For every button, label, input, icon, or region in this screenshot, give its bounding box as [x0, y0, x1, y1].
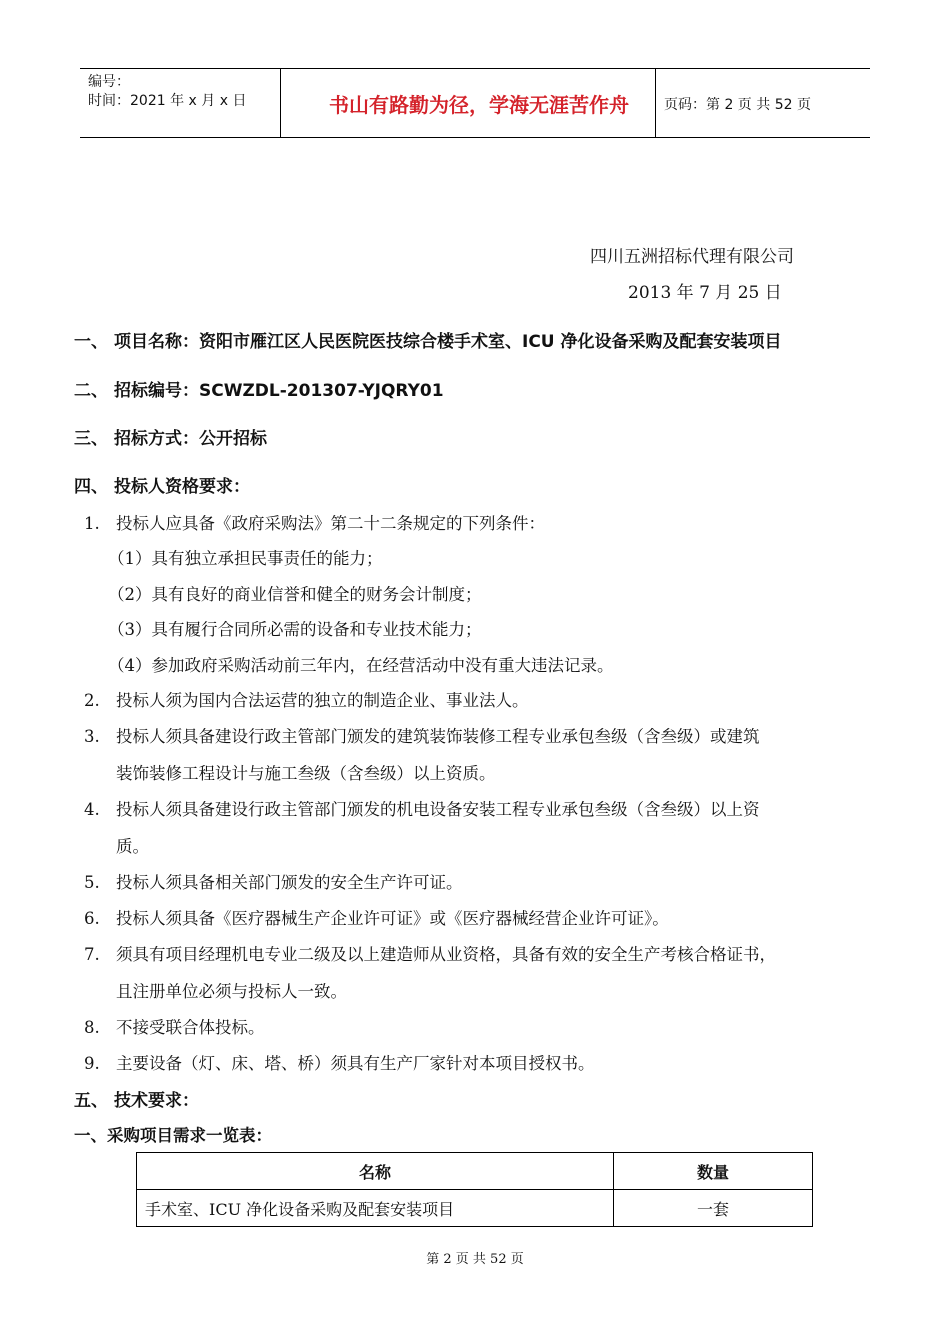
section-project-name [74, 327, 782, 352]
item-text: 投标人须具备《医疗器械生产企业许可证》或《医疗器械经营企业许可证》。 [116, 909, 669, 928]
section-bid-number [74, 376, 444, 401]
item-number: 5. [84, 873, 100, 892]
sub-requirement: （4）参加政府采购活动前三年内，在经营活动中没有重大违法记录。 [108, 656, 614, 675]
table-row [137, 1190, 813, 1227]
table-title: 一、采购项目需求一览表： [74, 1126, 272, 1145]
item-number: 9. [84, 1054, 100, 1073]
header-motto: 书山有路勤为径，学海无涯苦作舟 [329, 92, 629, 117]
section-number: 四、 [74, 477, 108, 497]
item-text: 须具有项目经理机电专业二级及以上建造师从业资格，具备有效的安全生产考核合格证书， [116, 945, 776, 964]
requirement-item [84, 1050, 595, 1074]
document-date: 2013 年 7 月 25 日 [628, 283, 782, 303]
requirement-item [84, 687, 529, 711]
section-text: 招标编号：SCWZDL-201307-YJQRY01 [114, 381, 444, 401]
section-number: 五、 [74, 1091, 108, 1111]
item-text: 投标人须具备建设行政主管部门颁发的建筑装饰装修工程专业承包叁级（含叁级）或建筑 [116, 727, 760, 746]
section-number: 三、 [74, 429, 108, 449]
item-text: 不接受联合体投标。 [116, 1018, 265, 1037]
item-number: 3. [84, 727, 100, 746]
header-meta [88, 73, 246, 111]
requirement-item [84, 905, 669, 929]
requirement-item [84, 941, 776, 965]
item-text: 投标人须为国内合法运营的独立的制造企业、事业法人。 [116, 691, 529, 710]
column-header-quantity: 数量 [614, 1153, 813, 1190]
section-bid-method [74, 424, 267, 449]
item-number: 1. [84, 514, 100, 533]
cell-item-name: 手术室、ICU 净化设备采购及配套安装项目 [137, 1190, 614, 1227]
requirement-item [84, 869, 463, 893]
sub-requirement: （2）具有良好的商业信誉和健全的财务会计制度； [108, 585, 482, 604]
item-continuation: 且注册单位必须与投标人一致。 [116, 982, 347, 1001]
item-number: 8. [84, 1018, 100, 1037]
item-text: 主要设备（灯、床、塔、桥）须具有生产厂家针对本项目授权书。 [116, 1054, 595, 1073]
column-header-name: 名称 [137, 1153, 614, 1190]
page-footer: 第 2 页 共 52 页 [426, 1252, 524, 1267]
cell-quantity: 一套 [614, 1190, 813, 1227]
sub-requirement: （1）具有独立承担民事责任的能力； [108, 549, 383, 568]
item-number: 2. [84, 691, 100, 710]
requirement-item [84, 796, 760, 820]
page-indicator: 页码：第 2 页 共 52 页 [664, 97, 811, 113]
table-header-row [137, 1153, 813, 1190]
section-text: 招标方式：公开招标 [114, 429, 267, 449]
section-text: 技术要求： [114, 1091, 199, 1111]
requirement-item [84, 510, 545, 534]
item-number: 7. [84, 945, 100, 964]
section-number: 二、 [74, 381, 108, 401]
section-technical [74, 1086, 199, 1111]
page-header [80, 68, 870, 138]
item-number: 4. [84, 800, 100, 819]
company-name: 四川五洲招标代理有限公司 [590, 247, 794, 267]
sub-requirement: （3）具有履行合同所必需的设备和专业技术能力； [108, 620, 482, 639]
header-divider [655, 69, 656, 137]
item-number: 6. [84, 909, 100, 928]
time-label: 时间：2021 年 x 月 x 日 [88, 93, 247, 109]
item-continuation: 质。 [116, 837, 149, 856]
item-text: 投标人须具备建设行政主管部门颁发的机电设备安装工程专业承包叁级（含叁级）以上资 [116, 800, 760, 819]
requirement-item [84, 723, 760, 747]
item-continuation: 装饰装修工程设计与施工叁级（含叁级）以上资质。 [116, 764, 496, 783]
requirements-table [136, 1152, 813, 1227]
item-text: 投标人应具备《政府采购法》第二十二条规定的下列条件： [116, 514, 545, 533]
section-text: 投标人资格要求： [114, 477, 250, 497]
number-label: 编号： [88, 74, 130, 90]
section-qualifications [74, 472, 250, 497]
item-text: 投标人须具备相关部门颁发的安全生产许可证。 [116, 873, 463, 892]
section-text: 项目名称：资阳市雁江区人民医院医技综合楼手术室、ICU 净化设备采购及配套安装项目 [114, 332, 782, 352]
requirement-item [84, 1014, 265, 1038]
section-number: 一、 [74, 332, 108, 352]
